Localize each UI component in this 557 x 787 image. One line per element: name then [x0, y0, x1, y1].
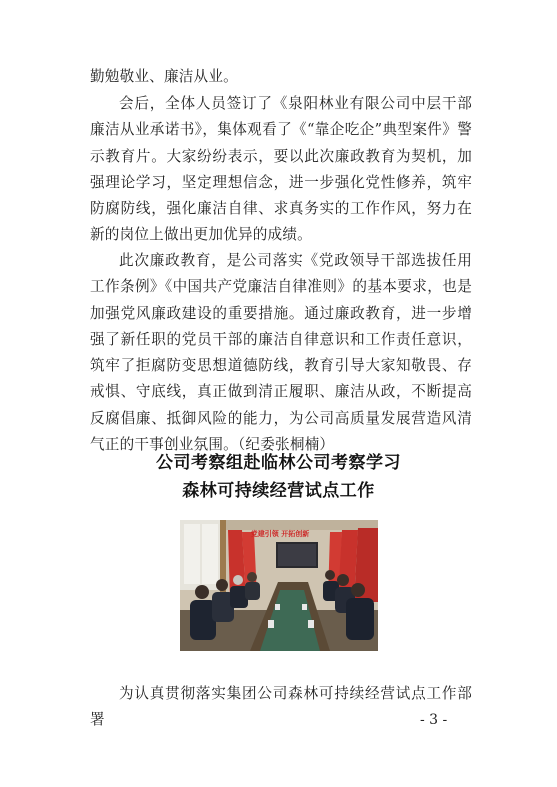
banner-text: 党建引领 开拓创新	[250, 530, 310, 538]
section-title-line-2: 森林可持续经营试点工作	[182, 481, 375, 501]
page-number: - 3 -	[420, 712, 448, 728]
paragraph-intro: 为认真贯彻落实集团公司森林可持续经营试点工作部署	[90, 685, 472, 729]
meeting-photo	[180, 520, 378, 651]
section-title-line-1: 公司考察组赴临林公司考察学习	[156, 453, 401, 473]
paragraph-commitment: 会后，全体人员签订了《泉阳林业有限公司中层干部廉洁从业承诺书》，集体观看了《“靠企吃企”典型案件》警示教育片。大家纷纷表示，要以此次廉政教育为契机，加强理论学习，坚定理想信念，进一步强化党性修养，筑牢防腐防线，强化廉洁自律、求真务实的工作作风，努力在新的岗位上做出更加优异的成绩。	[90, 95, 472, 244]
paragraph-continuation: 勤勉敬业、廉洁从业。	[90, 68, 238, 85]
paragraph-summary: 此次廉政教育，是公司落实《党政领导干部选拔任用工作条例》《中国共产党廉洁自律准则》的基本要求，也是加强党风廉政建设的重要措施。通过廉政教育，进一步增强了新任职的党员干部的廉洁自律意识和工作责任意识，筑牢了拒腐防变思想道德防线，教育引导大家知敬畏、存戒惧、守底线，真正做到清正履职、廉洁从政，不断提高反腐倡廉、抵御风险的能力，为公司高质量发展营造风清气正的干事创业氛围。（纪委张桐楠）	[90, 252, 472, 454]
